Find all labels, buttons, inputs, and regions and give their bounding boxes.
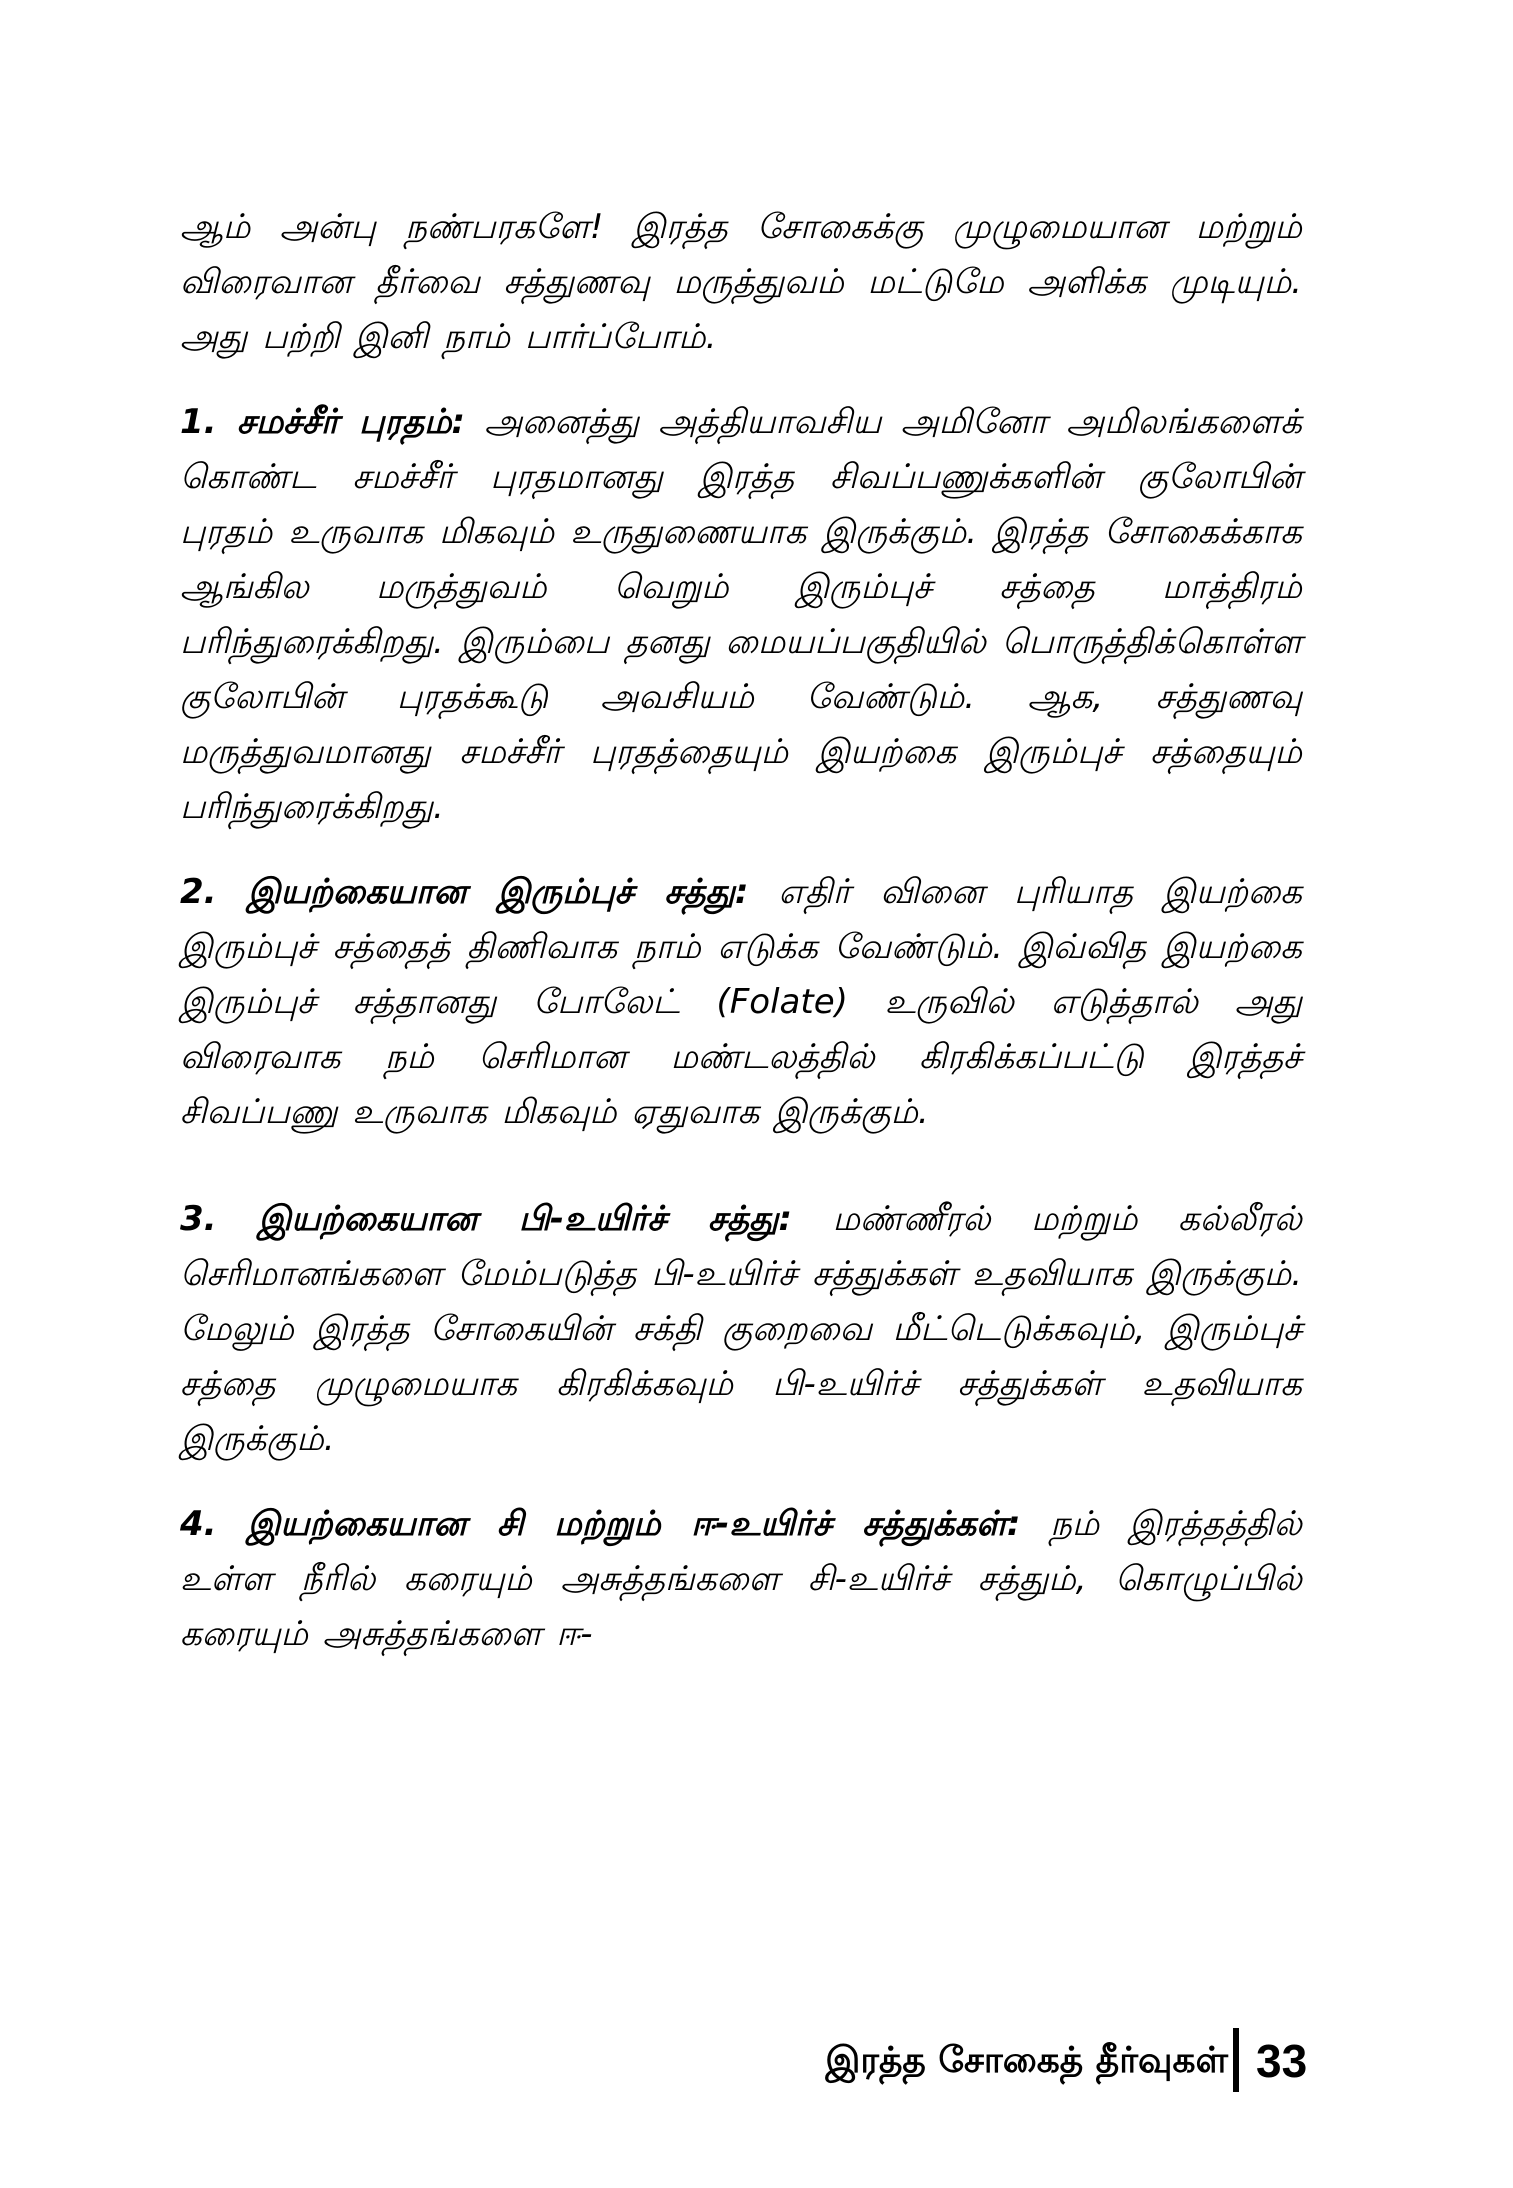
- section-body: அனைத்து அத்தியாவசிய அமினோ அமிலங்களைக் கொண்ட சமச்சீர் புரதமானது இரத்த சிவப்பணுக்களின் குலோபின் புரதம் உருவாக மிகவும் உருதுணையாக இருக்கும். இரத்த சோகைக்காக ஆங்கில மருத்துவம் வெறும் இரும்புச் சத்தை மாத்திரம் பரிந்துரைக்கிறது. இரும்பை தனது மையப்பகுதியில் பொருத்திக்கொள்ள குலோபின் புரதக்கூடு அவசியம் வேண்டும். ஆக, சத்துணவு மருத்துவமானது சமச்சீர் புரதத்தையும் இயற்கை இரும்புச் சத்தையும் பரிந்துரைக்கிறது.: [180, 402, 1303, 827]
- text-column: [180, 200, 1302, 1692]
- footer-divider: [1233, 2028, 1239, 2092]
- page-footer: [0, 2020, 1513, 2110]
- intro-paragraph: ஆம் அன்பு நண்பரகளே! இரத்த சோகைக்கு முழுமையான மற்றும் விரைவான தீர்வை சத்துணவு மருத்துவம் மட்டுமே அளிக்க முடியும். அது பற்றி இனி நாம் பார்ப்போம்.: [180, 207, 1302, 357]
- section-heading: 3. இயற்கையான பி-உயிர்ச் சத்து:: [180, 1199, 793, 1239]
- section-body: நம் இரத்தத்தில் உள்ள நீரில் கரையும் அசுத்தங்களை சி-உயிர்ச் சத்தும், கொழுப்பில் கரையும் அசுத்தங்களை ஈ-: [180, 1504, 1302, 1654]
- section-paragraph: [180, 865, 1302, 1140]
- page-number: 33: [1256, 2035, 1308, 2087]
- section-heading: 4. இயற்கையான சி மற்றும் ஈ-உயிர்ச் சத்துக்கள்:: [180, 1504, 1021, 1544]
- section-paragraph: [180, 395, 1302, 835]
- section-paragraph: [180, 1497, 1302, 1662]
- section-paragraph: [180, 1192, 1302, 1467]
- section-heading: 1. சமச்சீர் புரதம்:: [180, 402, 466, 442]
- section-body: மண்ணீரல் மற்றும் கல்லீரல் செரிமானங்களை மேம்படுத்த பி-உயிர்ச் சத்துக்கள் உதவியாக இருக்கும். மேலும் இரத்த சோகையின் சக்தி குறைவை மீட்டெடுக்கவும், இரும்புச் சத்தை முழுமையாக கிரகிக்கவும் பி-உயிர்ச் சத்துக்கள் உதவியாக இருக்கும்.: [180, 1199, 1302, 1459]
- section-heading: 2. இயற்கையான இரும்புச் சத்து:: [180, 872, 749, 912]
- running-title: இரத்த சோகைத் தீர்வுகள்: [825, 2040, 1228, 2081]
- section-body: எதிர் வினை புரியாத இயற்கை இரும்புச் சத்தைத் திணிவாக நாம் எடுக்க வேண்டும். இவ்வித இயற்கை இரும்புச் சத்தானது போலேட் (Folate) உருவில் எடுத்தால் அது விரைவாக நம் செரிமான மண்டலத்தில் கிரகிக்கப்பட்டு இரத்தச் சிவப்பணு உருவாக மிகவும் ஏதுவாக இருக்கும்.: [180, 872, 1302, 1132]
